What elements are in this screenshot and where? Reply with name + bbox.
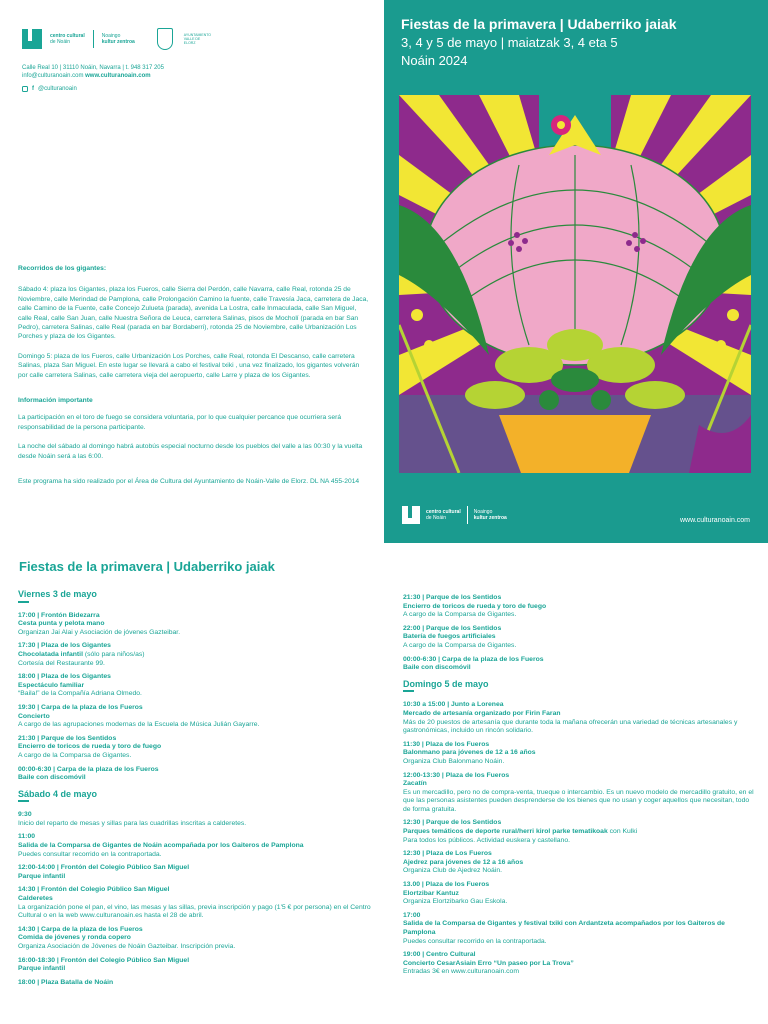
cover-logo-line-2: de Noáin	[426, 515, 447, 521]
event-time-place: 19:30 | Carpa de la plaza de los Fueros	[18, 703, 143, 711]
event-time-place: 17:00	[403, 911, 421, 919]
social-row	[22, 86, 77, 92]
saturday-night-event-list	[403, 594, 755, 673]
event-description: A cargo de las agrupaciones modernas de la Escuela de Música Julián Gayarre.	[18, 721, 260, 729]
event-time-place: 00:00-6:30 | Carpa de la plaza de los Fueros	[403, 655, 544, 663]
event-time-place: 14:30 | Frontón del Colegio Público San Miguel	[18, 886, 170, 894]
spring-festival-illustration	[399, 95, 751, 473]
program-event	[403, 594, 755, 620]
program-event	[18, 926, 378, 952]
cover-logo-line-1: centro cultural	[426, 509, 461, 515]
info-night-bus: La noche del sábado al domingo habrá autobús especial nocturno desde los pueblos del valle a las 00:30 y la vuelta desde Noáin será a las 6:00.	[18, 443, 363, 460]
centro-cultural-logo	[22, 28, 212, 50]
event-description: Organiza Elortzibarko Gau Eskola.	[403, 898, 508, 906]
legal-credit: Este programa ha sido realizado por el Área de Cultura del Ayuntamiento de Noáin-Valle de Elorz. DL NA 455-2014	[18, 478, 360, 486]
cover-logo-divider	[467, 506, 468, 524]
event-time-place: 21:30 | Parque de los Sentidos	[403, 594, 502, 601]
instagram-icon[interactable]	[22, 86, 28, 92]
event-title: Baile con discomóvil	[18, 774, 86, 782]
event-time-place: 12:00-13:30 | Plaza de los Fueros	[403, 771, 510, 779]
event-note: con Kulki	[607, 828, 638, 836]
back-cover-text	[18, 264, 370, 497]
program-event	[403, 951, 755, 977]
program-event	[403, 656, 755, 673]
event-title: Concierto CesarAsiain Erro “Un paseo por La Trova”	[403, 959, 574, 967]
event-time-place: 19:00 | Centro Cultural	[403, 951, 476, 959]
event-time-place: 12:30 | Plaza de Los Fueros	[403, 850, 492, 858]
event-description: “Baila!” de la Compañía Adriana Olmedo.	[18, 690, 142, 698]
program-event	[403, 625, 755, 651]
event-time-place: 11:00	[18, 833, 36, 841]
back-cover-panel	[0, 0, 384, 543]
event-description: Puedes consultar recorrido en la contraportada.	[403, 937, 547, 945]
program-left-column	[18, 590, 378, 992]
town-crest-icon	[157, 28, 173, 50]
program-event	[403, 850, 755, 876]
event-title: Calderetes	[18, 895, 53, 903]
logo-line-4: kultur zentroa	[101, 39, 135, 45]
event-description: Más de 20 puestos de artesanía que durante toda la mañana ofrecerán una variedad de técnicas artesanales y gastronómicas, incluido un rincón solidario.	[403, 718, 738, 735]
event-title: Encierro de toricos de rueda y toro de fuego	[18, 743, 162, 751]
event-title: Elortzibar Kantuz	[403, 889, 459, 897]
event-title: Parque infantil	[18, 872, 66, 880]
logo-line-2: de Noáin	[50, 39, 71, 45]
event-description: Para todos los públicos. Actividad euskera y castellano.	[403, 836, 570, 844]
event-time-place: 18:00 | Plaza de los Gigantes	[18, 673, 111, 681]
cover-place-year: Noáin 2024	[401, 53, 468, 68]
event-title: Zacatín	[403, 780, 427, 788]
address-block	[22, 64, 164, 80]
program-event	[18, 979, 378, 988]
event-description: Organiza Club de Ajedrez Noáin.	[403, 867, 502, 875]
day-underline	[403, 690, 414, 692]
logo-line-3: Noaingo	[101, 33, 121, 39]
event-title: Batería de fuegos artificiales	[403, 633, 496, 641]
event-title: Mercado de artesanía organizado por Firin Faran	[403, 709, 561, 717]
cover-logo-line-3: Noaingo	[473, 509, 493, 515]
program-event	[18, 704, 378, 730]
event-description: Inicio del reparto de mesas y sillas para las cuadrillas inscritas a calderetes.	[18, 819, 247, 827]
event-description: La organización pone el pan, el vino, las mesas y las sillas, previa inscripción y pago (1'5 € por persona) en el Centro Cultural o en la web www.culturanoain.es hasta el 28 de abril.	[18, 903, 371, 920]
day-heading-sunday: Domingo 5 de mayo	[403, 678, 489, 689]
sunday-event-list	[403, 701, 755, 977]
event-title: Comida de jóvenes y ronda copero	[18, 934, 131, 942]
day-heading-saturday: Sábado 4 de mayo	[18, 788, 98, 799]
event-time-place: 17:00 | Frontón Bidezarra	[18, 611, 100, 619]
program-event	[18, 811, 378, 828]
event-time-place: 12:00-14:00 | Frontón del Colegio Público San Miguel	[18, 864, 190, 872]
event-description: Organiza Asociación de Jóvenes de Noáin Gazteibar. Inscripción previa.	[18, 943, 236, 950]
event-description: Entradas 3€ en www.culturanoain.com	[403, 968, 519, 976]
front-cover-panel	[384, 0, 768, 543]
cover-logo-line-4: kultur zentroa	[473, 515, 507, 521]
day-underline	[18, 601, 29, 603]
event-title: Parque infantil	[18, 965, 66, 973]
event-title: Salida de la Comparsa de Gigantes de Noáin acompañada por los Gaiteros de Pamplona	[18, 842, 304, 850]
program-event	[18, 957, 378, 974]
event-title: Parques temáticos de deporte rural/herri kirol parke tematikoak con Kulki	[403, 828, 638, 836]
logo-line-1: centro cultural	[50, 33, 85, 39]
event-description: Organiza Club Balonmano Noáin.	[403, 757, 505, 765]
event-time-place: 00:00-6:30 | Carpa de la plaza de los Fueros	[18, 765, 159, 773]
cover-logo-mark-icon	[402, 506, 420, 524]
website-link[interactable]: www.culturanoain.com	[85, 73, 151, 79]
event-time-place: 16:00-18:30 | Frontón del Colegio Público San Miguel	[18, 956, 190, 964]
event-title: Encierro de toricos de rueda y toro de fuego	[403, 602, 547, 610]
program-event	[18, 766, 378, 783]
program-event	[18, 864, 378, 881]
routes-heading: Recorridos de los gigantes:	[18, 265, 107, 272]
event-time-place: 10:30 a 15:00 | Junto a Lorenea	[403, 701, 504, 709]
program-event	[18, 673, 378, 699]
event-title: Cesta punta y pelota mano	[18, 620, 105, 628]
facebook-icon[interactable]: f	[32, 86, 34, 92]
event-description: A cargo de la Comparsa de Gigantes.	[403, 641, 517, 649]
event-title: Concierto	[18, 712, 50, 720]
event-description: A cargo de la Comparsa de Gigantes.	[403, 611, 517, 619]
info-heading: Información importante	[18, 397, 93, 405]
program-event	[18, 735, 378, 761]
event-title: Chocolatada infantil (sólo para niños/as)	[18, 650, 145, 658]
event-title: Ajedrez para jóvenes de 12 a 16 años	[403, 858, 524, 866]
routes-saturday: Sábado 4: plaza los Gigantes, plaza los Fueros, calle Sierra del Perdón, calle Navarra, calle Real, rotonda 25 de Noviembre, calle Merindad de Pamplona, calle Prolongación Camino la fuente, calle Travesía Jaca, carretera de Jaca, calle Camino de la Fuente, calle Concejo Zulueta (parada), avenida La Lostra, calle Inmaculada, calle San Miguel, calle Real, calle San Juan, calle Nuestra Señora de Leuca, carretera Salinas, pisos de Mocholí (parada en bar San Pedro), carretera Salinas, calle Real (parada en bar Bordaberri), rotonda 25 de Noviembre, calle Urbanización Los Porches y plaza de los Gigantes.	[18, 286, 369, 341]
event-time-place: 14:30 | Carpa de la plaza de los Fueros	[18, 925, 143, 933]
social-handle[interactable]: @culturanoain	[38, 86, 77, 92]
program-title: Fiestas de la primavera | Udaberriko jaiak	[19, 559, 275, 574]
event-time-place: 17:30 | Plaza de los Gigantes	[18, 642, 111, 650]
cover-logo	[402, 506, 507, 524]
event-title: Baile con discomóvil	[403, 664, 471, 672]
program-event	[18, 642, 378, 668]
event-time-place: 13.00 | Plaza de los Fueros	[403, 881, 490, 889]
logo-divider	[93, 30, 94, 48]
event-description: Organizan Jai Alai y Asociación de jóvenes Gazteibar.	[18, 628, 181, 636]
saturday-event-list	[18, 811, 378, 987]
event-time-place: 12:30 | Parque de los Sentidos	[403, 819, 502, 827]
event-time-place: 22:00 | Parque de los Sentidos	[403, 624, 502, 632]
info-fire-bull: La participación en el toro de fuego se considera voluntaria, por lo que cualquier percance que ocurriera será responsabilidad de la persona participante.	[18, 414, 342, 431]
event-time-place: 9:30	[18, 811, 32, 819]
friday-event-list	[18, 612, 378, 783]
program-event	[18, 612, 378, 638]
cover-dates: 3, 4 y 5 de mayo | maiatzak 3, 4 eta 5	[401, 35, 618, 50]
cover-website-link[interactable]: www.culturanoain.com	[679, 517, 750, 524]
logo-mark-icon	[22, 29, 42, 49]
program-event	[18, 886, 378, 920]
program-event	[403, 772, 755, 815]
event-title: Salida de la Comparsa de Gigantes y festival txiki con Ardantzeta acompañados por los Gaiteros de Pamplona	[403, 920, 725, 936]
event-title: Espectáculo familiar	[18, 681, 85, 689]
event-time-place: 11:30 | Plaza de los Fueros	[403, 740, 490, 748]
program-event	[403, 819, 755, 845]
event-note: (sólo para niños/as)	[82, 650, 145, 658]
crest-caption: AYUNTAMIENTO VALLE DE ELORZ	[183, 33, 212, 45]
program-event	[403, 701, 755, 735]
event-description: Puedes consultar recorrido en la contraportada.	[18, 850, 162, 858]
program-event	[403, 741, 755, 767]
event-time-place: 18:00 | Plaza Batalla de Noáin	[18, 978, 114, 986]
event-description: Cortesía del Restaurante 99.	[18, 659, 105, 667]
program-right-column	[403, 594, 755, 982]
program-event	[403, 912, 755, 946]
day-underline	[18, 800, 29, 802]
cover-title: Fiestas de la primavera | Udaberriko jaiak	[401, 16, 677, 32]
event-time-place: 21:30 | Parque de los Sentidos	[18, 734, 117, 742]
program-event	[18, 833, 378, 859]
event-description: A cargo de la Comparsa de Gigantes.	[18, 751, 132, 759]
address-line: Calle Real 10 | 31110 Noáin, Navarra | t. 948 317 205	[22, 65, 164, 71]
routes-sunday: Domingo 5: plaza de los Fueros, calle Urbanización Los Porches, calle Real, rotonda El Descanso, calle carretera Salinas, plaza San Miguel. En este lugar se llevará a cabo el festival txiki , una vez finalizado, los gigantes volverán por calle carretera Salinas, calle carretera vieja del aeropuerto, calle Larre y plaza de los Gigantes.	[18, 352, 360, 379]
program-event	[403, 881, 755, 907]
day-heading-friday: Viernes 3 de mayo	[18, 589, 97, 599]
event-description: Es un mercadillo, pero no de compra-venta, trueque o intercambio. Es un nuevo modelo de mercadillo gratuito, en el que las personas asistentes pueden desprenderse de los bienes que no usan y coger aquellos que necesitan, todo de forma gratuita.	[403, 788, 754, 813]
email-link[interactable]: info@culturanoain.com	[22, 73, 84, 79]
event-title: Balonmano para jóvenes de 12 a 16 años	[403, 749, 536, 757]
